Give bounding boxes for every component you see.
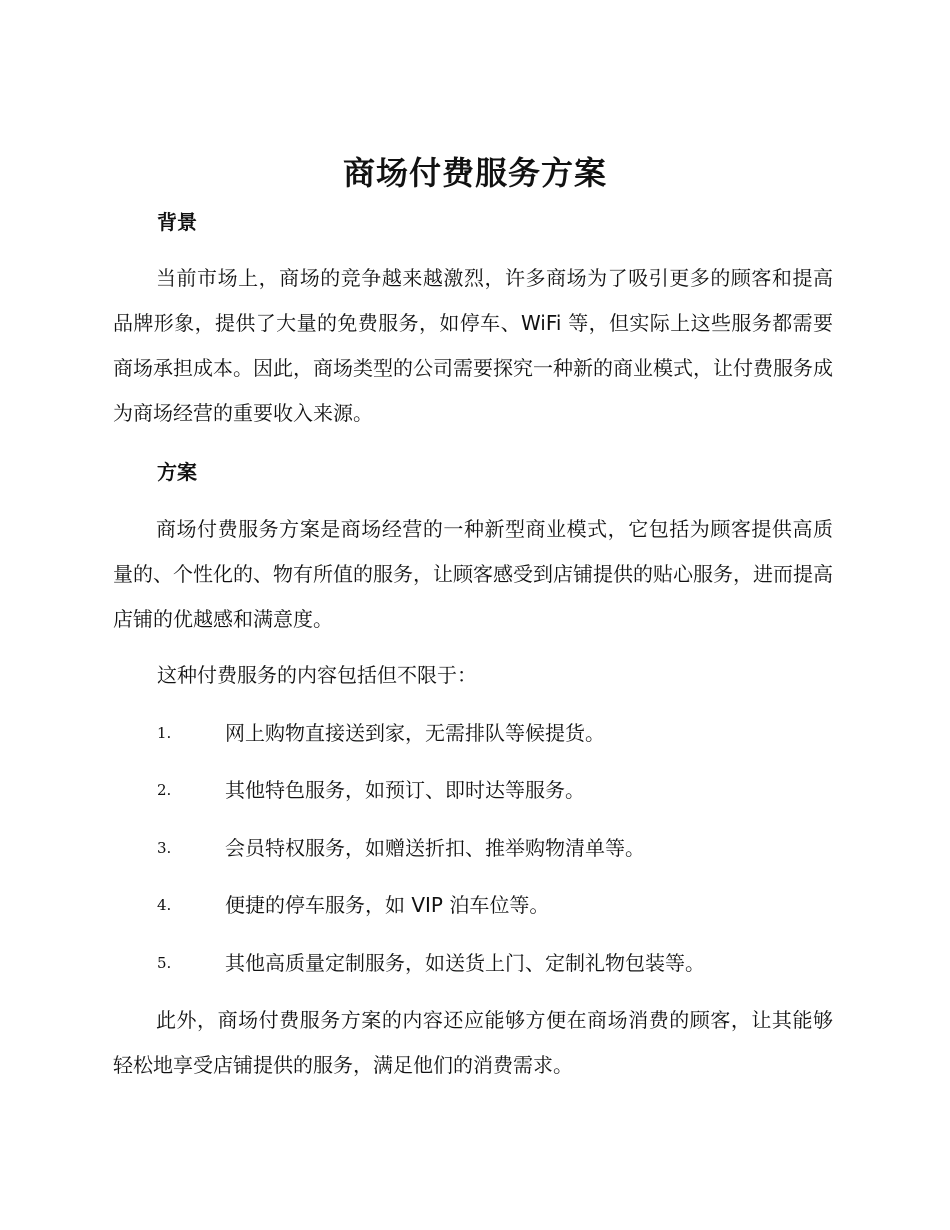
list-intro: 这种付费服务的内容包括但不限于： [157, 663, 477, 687]
list-item-text: 其他高质量定制服务，如送货上门、定制礼物包装等。 [225, 951, 705, 975]
list-item [157, 949, 847, 977]
list-item [157, 776, 847, 804]
list-item-text: 网上购物直接送到家，无需排队等候提货。 [225, 721, 605, 745]
closing-paragraph: 此外，商场付费服务方案的内容还应能够方便在商场消费的顾客，让其能够轻松地享受店铺提供的服务，满足他们的消费需求。 [113, 1008, 833, 1077]
section-heading-plan: 方案 [157, 460, 197, 484]
list-item [157, 834, 847, 862]
document-title: 商场付费服务方案 [342, 154, 607, 192]
list-item-number: 4. [157, 896, 172, 914]
section-heading-background: 背景 [157, 210, 197, 234]
list-item-text: 便捷的停车服务，如 VIP 泊车位等。 [225, 893, 550, 917]
list-item-number: 5. [157, 954, 172, 972]
list-item-number: 1. [157, 724, 172, 742]
list-item-number: 2. [157, 781, 172, 799]
background-paragraph: 当前市场上，商场的竞争越来越激烈，许多商场为了吸引更多的顾客和提高品牌形象，提供了大量的免费服务，如停车、WiFi 等，但实际上这些服务都需要商场承担成本。因此，商场类型的公司需要探究一种新的商业模式，让付费服务成为商场经营的重要收入来源。 [113, 266, 833, 425]
list-item [157, 719, 847, 747]
list-item-number: 3. [157, 839, 172, 857]
list-item-text: 会员特权服务，如赠送折扣、推举购物清单等。 [225, 836, 645, 860]
list-item-text: 其他特色服务，如预订、即时达等服务。 [225, 778, 585, 802]
list-item [157, 891, 847, 919]
plan-paragraph: 商场付费服务方案是商场经营的一种新型商业模式，它包括为顾客提供高质量的、个性化的、物有所值的服务，让顾客感受到店铺提供的贴心服务，进而提高店铺的优越感和满意度。 [113, 517, 833, 631]
